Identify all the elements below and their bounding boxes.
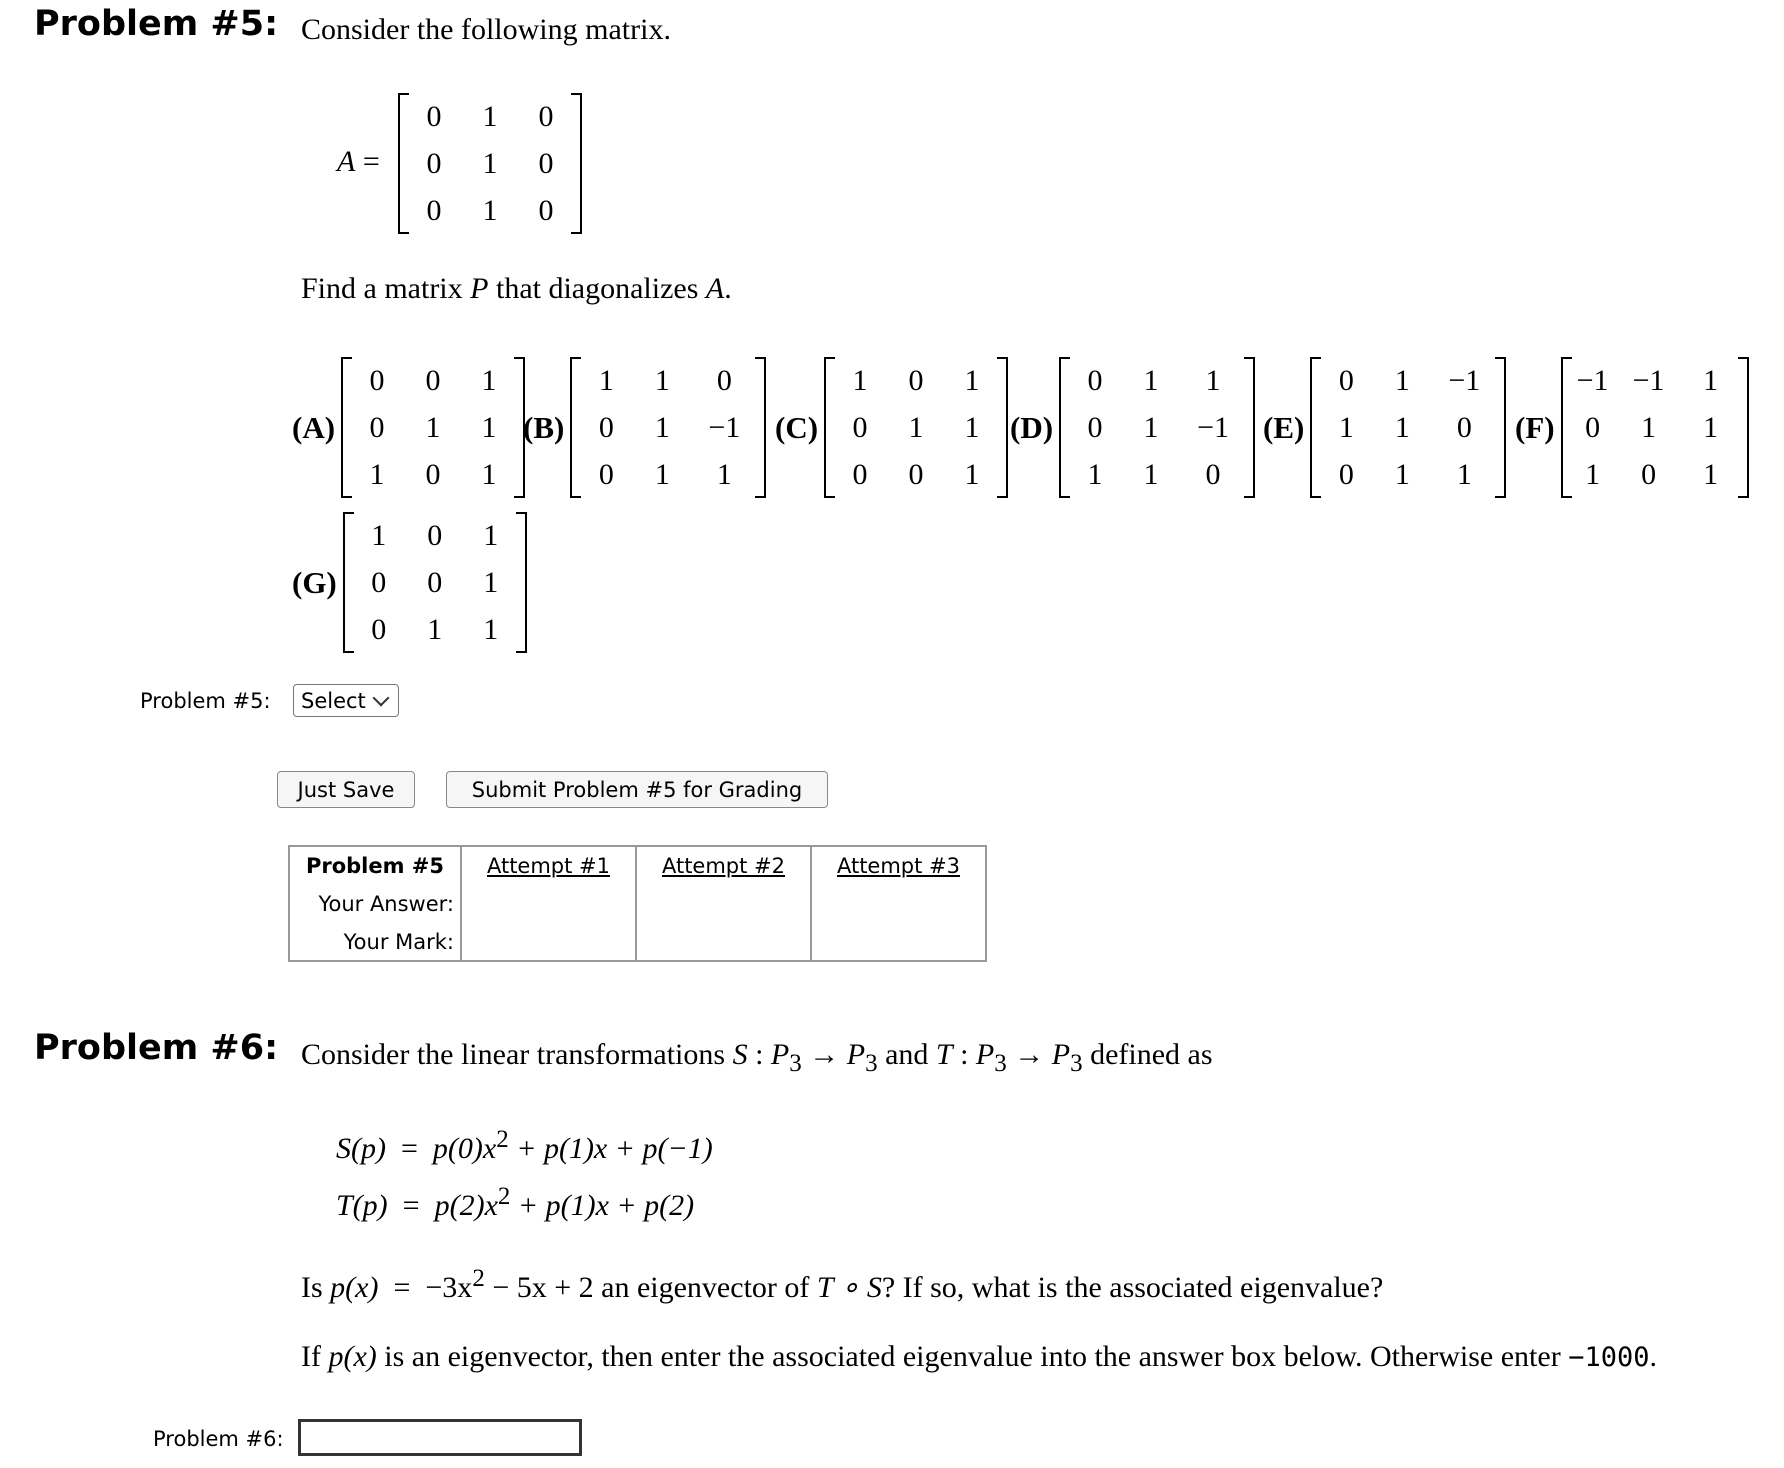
matrix-cell: −1 [1448, 363, 1481, 397]
matrix-cell: 0 [1087, 363, 1103, 397]
matrix-cell: 0 [1338, 457, 1354, 491]
matrix-cell: −1 [1632, 363, 1665, 397]
matrix-cell: 1 [483, 565, 499, 599]
problem-6-intro: Consider the linear transformations S : $P_3 \to P_3$ and T : $P_3 \to P_3$ defined as [301, 1038, 1213, 1077]
matrix-cell: 1 [427, 612, 443, 646]
attempt-1-mark [461, 923, 636, 961]
matrix-cell: 0 [426, 193, 442, 227]
matrix-row [349, 364, 517, 398]
matrix-row [406, 147, 574, 181]
submit-problem-5-button[interactable]: Submit Problem #5 for Grading [446, 771, 828, 808]
matrix-cell: 1 [1143, 410, 1159, 444]
matrix-row [349, 458, 517, 492]
matrix-cell: 1 [964, 410, 980, 444]
problem-5-answer-select[interactable] [293, 684, 399, 717]
matrix-cell: 0 [852, 457, 868, 491]
matrix-cell: 1 [1394, 457, 1410, 491]
matrix-cell: 0 [598, 410, 614, 444]
matrix-cell: 1 [481, 363, 497, 397]
select-value: Select [301, 688, 366, 713]
matrix-row [1318, 411, 1498, 445]
matrix-cell: 1 [1338, 410, 1354, 444]
matrix-row [578, 411, 758, 445]
matrix-cell: 0 [598, 457, 614, 491]
chevron-down-icon [372, 689, 389, 706]
matrix-row [832, 364, 1000, 398]
matrix-cell: 0 [852, 410, 868, 444]
matrix-cell: 0 [426, 99, 442, 133]
problem-6-question: Is $p(x) = -3x^2 - 5x + 2$ an eigenvector of T ∘ S? If so, what is the associated eigenvalue? [301, 1265, 1384, 1304]
attempt-3-mark [811, 923, 986, 961]
matrix-cell: 1 [1394, 363, 1410, 397]
matrix-cell: 1 [964, 457, 980, 491]
matrix-cell: 1 [1143, 363, 1159, 397]
matrix-row [1067, 411, 1247, 445]
matrix-row [832, 411, 1000, 445]
matrix-a [398, 93, 582, 234]
matrix-cell: 0 [1338, 363, 1354, 397]
matrix-row [349, 411, 517, 445]
attempt-2-mark [636, 923, 811, 961]
equation-s: $S(p) = p(0)x^2 + p(1)x + p(-1)$ [336, 1126, 713, 1165]
matrix-cell: 0 [538, 146, 554, 180]
attempts-table [288, 845, 987, 962]
matrix-cell: 1 [1703, 410, 1719, 444]
matrix-cell: 0 [427, 518, 443, 552]
attempt-1-answer [461, 884, 636, 923]
attempt-1-link[interactable]: Attempt #1 [486, 853, 611, 878]
problem-6-title: Problem #6: [34, 1028, 279, 1068]
matrix-cell: −1 [1197, 410, 1229, 444]
option-a: (A) 0 0 1 0 1 1 1 0 1 [292, 357, 525, 498]
attempt-3-answer [811, 884, 986, 923]
problem-6-instructions: If p(x) is an eigenvector, then enter the associated eigenvalue into the answer box below. Otherwise enter −1000. [301, 1340, 1657, 1373]
matrix-cell: 0 [425, 457, 441, 491]
option-d: (D) 0 1 1 0 1 −1 1 1 0 [1010, 357, 1255, 498]
matrix-cell: 0 [1585, 410, 1601, 444]
matrix-cell: 0 [369, 363, 385, 397]
matrix-cell: 1 [425, 410, 441, 444]
matrix-cell: 1 [654, 457, 670, 491]
matrix-row [351, 613, 519, 647]
matrix-row [1565, 411, 1745, 445]
option-f: (F) −1 −1 1 0 1 1 1 0 1 [1515, 357, 1749, 498]
matrix-row [578, 364, 758, 398]
matrix-cell: 1 [481, 457, 497, 491]
matrix-row [351, 566, 519, 600]
matrix-row [832, 458, 1000, 492]
matrix-cell: 1 [964, 363, 980, 397]
matrix-a-label: A = [337, 145, 380, 178]
matrix-row [1565, 458, 1745, 492]
matrix-cell: 1 [1143, 457, 1159, 491]
just-save-button[interactable]: Just Save [277, 771, 415, 808]
matrix-cell: 1 [852, 363, 868, 397]
matrix-row [1318, 458, 1498, 492]
matrix-cell: 1 [1703, 363, 1719, 397]
matrix-cell: 0 [1087, 410, 1103, 444]
matrix-cell: 1 [1205, 363, 1221, 397]
attempt-3-link[interactable]: Attempt #3 [836, 853, 961, 878]
matrix-row [1318, 364, 1498, 398]
problem-6-answer-input[interactable] [298, 1419, 582, 1456]
matrix-cell: 1 [369, 457, 385, 491]
option-c: (C) 1 0 1 0 1 1 0 0 1 [775, 357, 1008, 498]
matrix-cell: 0 [371, 612, 387, 646]
matrix-cell: 1 [654, 410, 670, 444]
attempt-2-link[interactable]: Attempt #2 [661, 853, 786, 878]
matrix-cell: 0 [538, 193, 554, 227]
problem-5-intro: Consider the following matrix. [301, 13, 671, 46]
matrix-cell: 1 [1394, 410, 1410, 444]
matrix-cell: 1 [908, 410, 924, 444]
matrix-cell: 0 [908, 457, 924, 491]
option-g: (G) 1 0 1 0 0 1 0 1 1 [292, 512, 527, 653]
attempt-2-answer [636, 884, 811, 923]
matrix-cell: 1 [1641, 410, 1657, 444]
matrix-cell: 1 [598, 363, 614, 397]
matrix-cell: 1 [481, 410, 497, 444]
option-e: (E) 0 1 −1 1 1 0 0 1 1 [1263, 357, 1506, 498]
problem-5-question: Find a matrix P that diagonalizes A. [301, 272, 732, 305]
matrix-cell: 1 [1456, 457, 1472, 491]
your-answer-label: Your Answer: [289, 884, 461, 923]
matrix-cell: 0 [1641, 457, 1657, 491]
matrix-cell: 1 [483, 612, 499, 646]
matrix-row [578, 458, 758, 492]
matrix-row [1067, 364, 1247, 398]
matrix-cell: 0 [369, 410, 385, 444]
problem-5-title: Problem #5: [34, 4, 279, 44]
matrix-cell: 1 [716, 457, 732, 491]
matrix-cell: 0 [425, 363, 441, 397]
matrix-cell: 1 [1087, 457, 1103, 491]
problem-5-answer-label: Problem #5: [140, 689, 271, 713]
matrix-cell: −1 [708, 410, 741, 444]
matrix-cell: 1 [483, 518, 499, 552]
equation-t: $T(p) = p(2)x^2 + p(1)x + p(2)$ [336, 1183, 695, 1222]
matrix-cell: 0 [1456, 410, 1472, 444]
matrix-cell: 1 [482, 146, 498, 180]
your-mark-label: Your Mark: [289, 923, 461, 961]
matrix-cell: 1 [1703, 457, 1719, 491]
matrix-cell: 1 [482, 99, 498, 133]
matrix-cell: 0 [1205, 457, 1221, 491]
attempts-table-header: Problem #5 [305, 853, 445, 878]
matrix-row [351, 519, 519, 553]
matrix-cell: 1 [1585, 457, 1601, 491]
option-b: (B) 1 1 0 0 1 −1 0 1 1 [523, 357, 766, 498]
matrix-row [1565, 364, 1745, 398]
matrix-row [406, 194, 574, 228]
matrix-cell: 1 [654, 363, 670, 397]
matrix-cell: 0 [908, 363, 924, 397]
matrix-cell: −1 [1576, 363, 1609, 397]
matrix-row [1067, 458, 1247, 492]
matrix-cell: 1 [371, 518, 387, 552]
matrix-cell: 0 [716, 363, 732, 397]
matrix-cell: 0 [538, 99, 554, 133]
matrix-cell: 0 [371, 565, 387, 599]
matrix-cell: 1 [482, 193, 498, 227]
matrix-row [406, 100, 574, 134]
matrix-cell: 0 [427, 565, 443, 599]
problem-6-answer-label: Problem #6: [153, 1427, 284, 1451]
matrix-cell: 0 [426, 146, 442, 180]
